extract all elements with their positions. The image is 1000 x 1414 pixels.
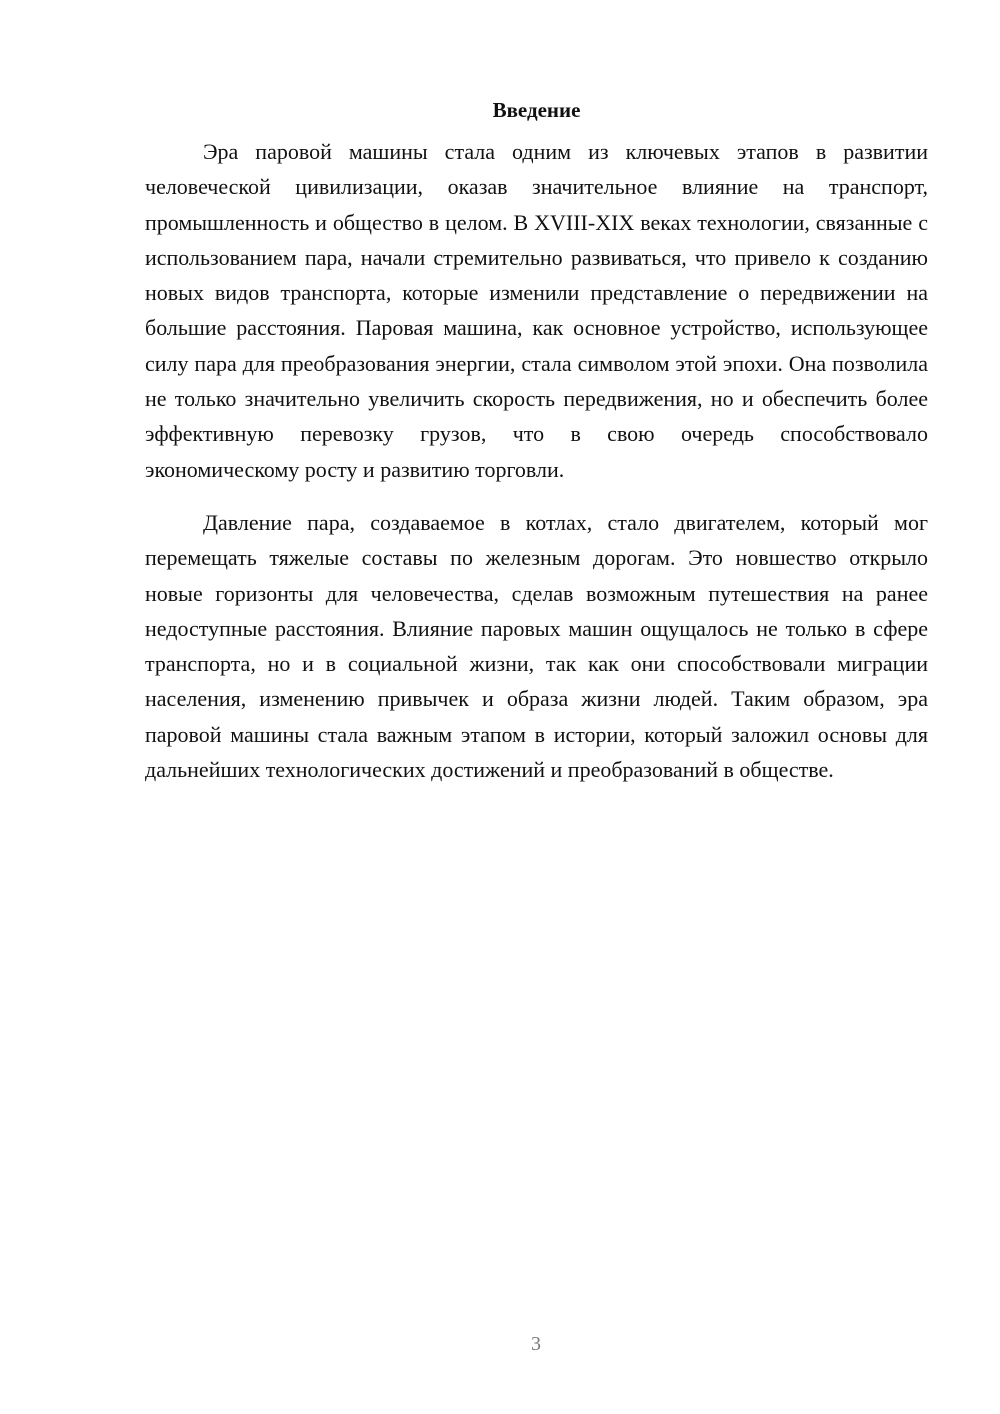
section-title: Введение [492,98,581,122]
page-content [145,92,928,787]
page-number: 3 [531,1333,541,1355]
paragraph-2: Давление пара, создаваемое в котлах, стало двигателем, который мог перемещать тяжелые составы по железным дорогам. Это новшество открыло новые горизонты для человечества, сделав возможным путешествия на ранее недоступные расстояния. Влияние паровых машин ощущалось не только в сфере транспорта, но и в социальной жизни, так как они способствовали миграции населения, изменению привычек и образа жизни людей. Таким образом, эра паровой машины стала важным этапом в истории, который заложил основы для дальнейших технологических достижений и преобразований в обществе. [145,509,928,783]
paragraph-1: Эра паровой машины стала одним из ключевых этапов в развитии человеческой цивилизации, оказав значительное влияние на транспорт, промышленность и общество в целом. В XVIII-XIX веках технологии, связанные с использованием пара, начали стремительно развиваться, что привело к созданию новых видов транспорта, которые изменили представление о передвижении на большие расстояния. Паровая машина, как основное устройство, использующее силу пара для преобразования энергии, стала символом этой эпохи. Она позволила не только значительно увеличить скорость передвижения, но и обеспечить более эффективную перевозку грузов, что в свою очередь способствовало экономическому росту и развитию торговли. [145,139,928,482]
